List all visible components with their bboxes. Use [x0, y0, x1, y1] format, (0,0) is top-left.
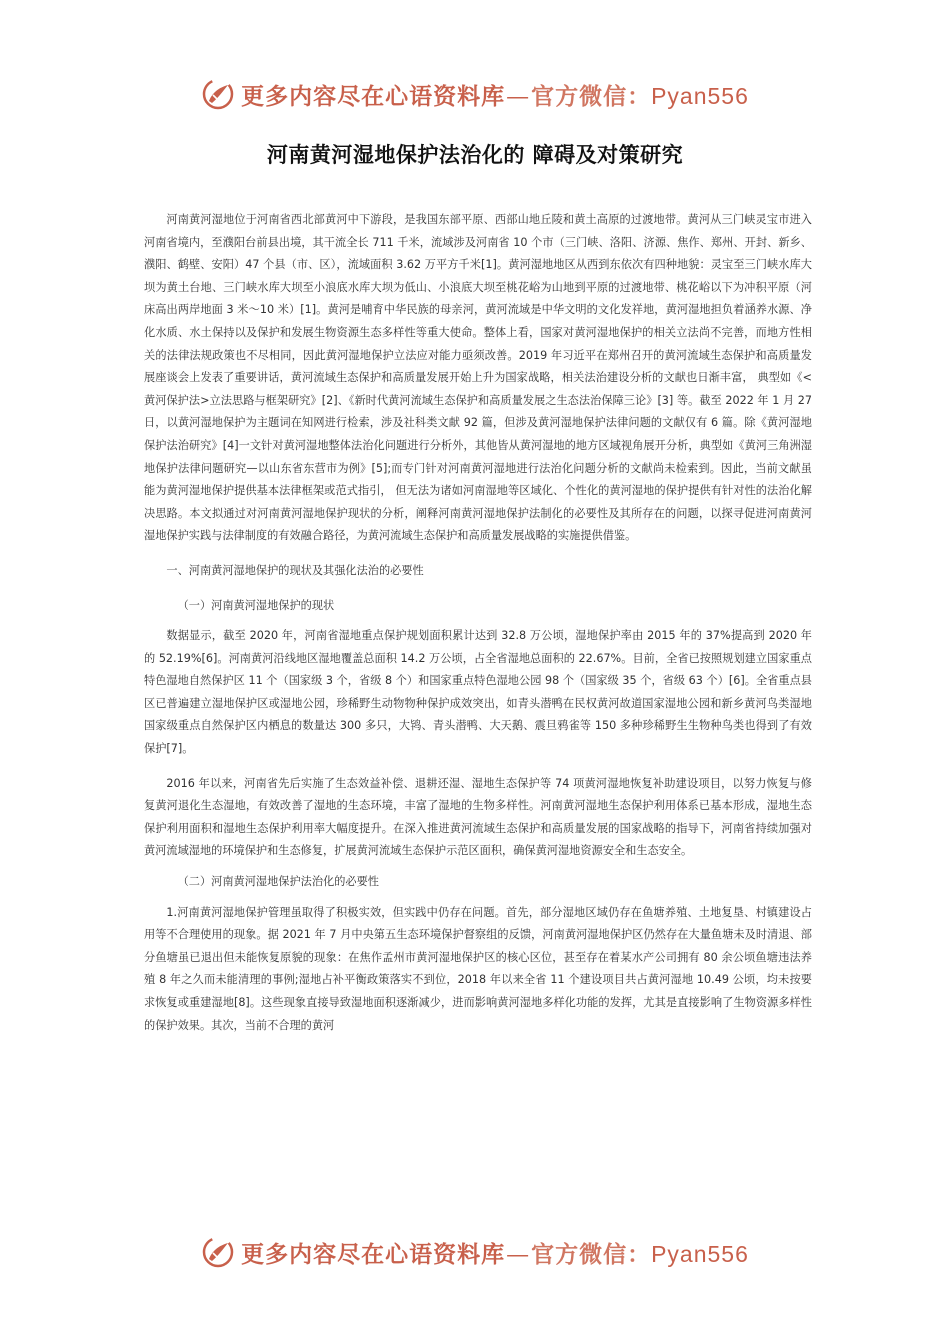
intro-paragraph: 河南黄河湿地位于河南省西北部黄河中下游段，是我国东部平原、西部山地丘陵和黄土高原的过渡地带。黄河从三门峡灵宝市进入河南省境内，至濮阳台前县出境，其干流全长 711 千米，流域涉及河南省 10 个市（三门峡、洛阳、济源、焦作、郑州、开封、新乡、濮阳、鹤壁、安阳）47 个县（市、区），流域面积 3.62 万平方千米[1]。黄河湿地地区从西到东依次有四种地貌：灵宝至三门峡水库大坝为黄土台地、三门峡水库大坝至小浪底水库大坝为低山、小浪底大坝至桃花峪为山地到平原的过渡地带、桃花峪以下为冲积平原（河床高出两岸地面 3 米～10 米）[1]。黄河是哺育中华民族的母亲河，黄河流域是中华文明的文化发祥地，黄河湿地担负着涵养水源、净化水质、水土保持以及保护和发展生物资源生态多样性等重大使命。整体上看，国家对黄河湿地保护的相关立法尚不完善，而地方性相关的法律法规政策也不尽相同，因此黄河湿地保护立法应对能力亟须改善。2019 年习近平在郑州召开的黄河流域生态保护和高质量发展座谈会上发表了重要讲话，黄河流域生态保护和高质量发展开始上升为国家战略，相关法治建设分析的文献也日渐丰富， 典型如《<黄河保护法>立法思路与框架研究》[2]、《新时代黄河流域生态保护和高质量发展之生态法治保障三论》[3] 等。截至 2022 年 1 月 27 日，以黄河湿地保护为主题词在知网进行检索，涉及社科类文献 92 篇，但涉及黄河湿地保护法律问题的文献仅有 6 篇。除《黄河湿地保护法治研究》[4]一文针对黄河湿地整体法治化问题进行分析外，其他皆从黄河湿地的地方区域视角展开分析，典型如《黄河三角洲湿地保护法律问题研究—以山东省东营市为例》[5];而专门针对河南黄河湿地进行法治化问题分析的文献尚未检索到。因此，当前文献虽能为黄河湿地保护提供基本法律框架或范式指引， 但无法为诸如河南湿地等区域化、个性化的黄河湿地的保护提供有针对性的法治化解决思路。本文拟通过对河南黄河湿地保护现状的分析，阐释河南黄河湿地保护法制化的必要性及其所存在的问题，以探寻促进河南黄河湿地保护实践与法律制度的有效融合路径，为黄河流域生态保护和高质量发展战略的实施提供借鉴。	[144, 213, 812, 543]
subsection-heading-2: （二）河南黄河湿地保护法治化的必要性	[177, 875, 379, 889]
necessity-paragraph: 1.河南黄河湿地保护管理虽取得了积极实效，但实践中仍存在问题。首先，部分湿地区域仍存在鱼塘养殖、土地复垦、村镇建设占用等不合理使用的现象。据 2021 年 7 月中央第五生态环境保护督察组的反馈，河南黄河湿地保护区仍然存在大量鱼塘未及时清退、部分鱼塘虽已退出但未能恢复原貌的现象：在焦作孟州市黄河湿地保护区的核心区位，甚至存在着某水产公司拥有 80 余公顷鱼塘违法养殖 8 年之久而未能清理的事例;湿地占补平衡政策落实不到位，2018 年以来全省 11 个建设项目共占黄河湿地 10.49 公顷，均未按要求恢复或重建湿地[8]。这些现象直接导致湿地面积逐渐减少，进而影响黄河湿地多样化功能的发挥，尤其是直接影响了生物资源多样性的保护效果。其次，当前不合理的黄河	[144, 905, 812, 1032]
subsection-heading-1: （一）河南黄河湿地保护的现状	[177, 598, 335, 612]
watermark-banner-bottom	[0, 1232, 950, 1272]
data-paragraph: 数据显示，截至 2020 年，河南省湿地重点保护规划面积累计达到 32.8 万公顷，湿地保护率由 2015 年的 37%提高到 2020 年的 52.19%[6]。河南黄河沿线地区湿地覆盖总面积 14.2 万公顷，占全省湿地总面积的 22.67%。目前，全省已按照规划建立国家重点特色湿地自然保护区 11 个（国家级 3 个，省级 8 个）和国家重点特色湿地公园 98 个（国家级 35 个，省级 63 个）[6]。全省重点县区已普遍建立湿地保护区或湿地公园，珍稀野生动物物种保护成效突出，如青头潜鸭在民权黄河故道国家湿地公园和新乡黄河鸟类湿地国家级重点自然保护区内栖息的数量达 300 多只，大鸨、青头潜鸭、大天鹅、震旦鸦雀等 150 多种珍稀野生生物种鸟类也得到了有效保护[7]。	[144, 629, 812, 756]
section-heading-1: 一、河南黄河湿地保护的现状及其强化法治的必要性	[166, 563, 424, 577]
restoration-paragraph: 2016 年以来，河南省先后实施了生态效益补偿、退耕还湿、湿地生态保护等 74 项黄河湿地恢复补助建设项目，以努力恢复与修复黄河退化生态湿地，有效改善了湿地的生态环境，丰富了湿地的生物多样性。河南黄河湿地生态保护利用体系已基本形成，湿地生态保护利用面积和湿地生态保护利用率大幅度提升。在深入推进黄河流域生态保护和高质量发展的国家战略的指导下，河南省持续加强对黄河流域湿地的环境保护和生态修复，扩展黄河流域生态保护示范区面积，确保黄河湿地资源安全和生态安全。	[144, 776, 812, 858]
watermark-text: 更多内容尽在心语资料库—官方微信：Pyan556	[241, 1240, 749, 1268]
leaf-brush-logo-icon	[201, 1235, 235, 1269]
leaf-brush-logo-icon	[201, 77, 235, 111]
watermark-banner-top	[0, 74, 950, 114]
watermark-text: 更多内容尽在心语资料库—官方微信：Pyan556	[241, 82, 749, 110]
document-body	[144, 209, 812, 1037]
document-title: 河南黄河湿地保护法治化的 障碍及对策研究	[266, 143, 684, 167]
